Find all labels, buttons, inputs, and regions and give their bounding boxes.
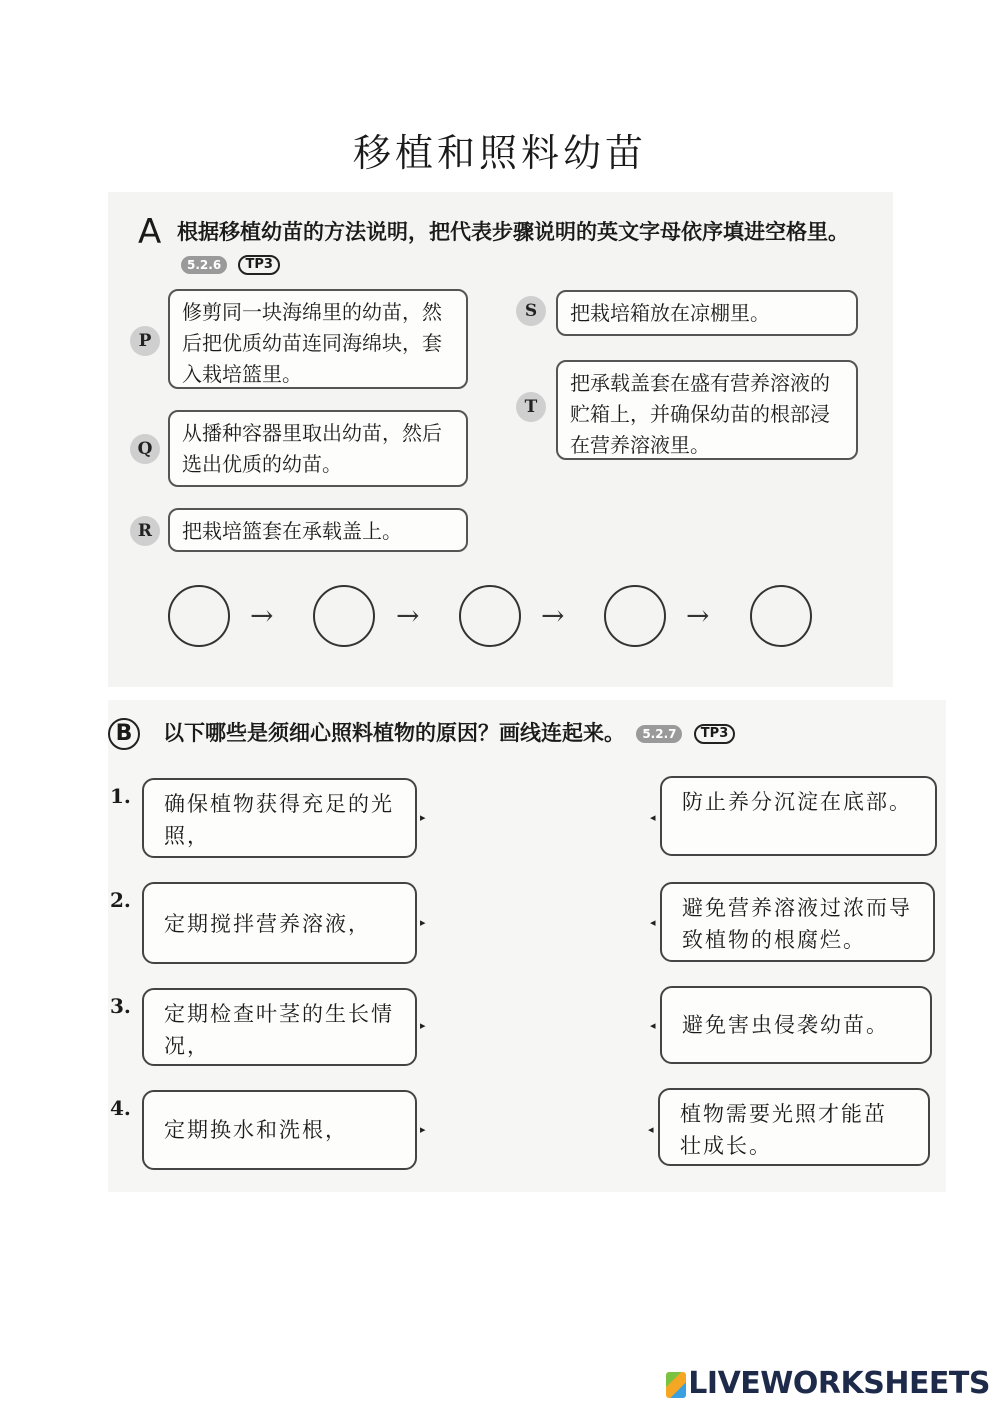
- sequence-arrow: →: [250, 599, 274, 632]
- step-r-label: R: [130, 516, 160, 546]
- section-b-code-badge: 5.2.7: [636, 725, 682, 743]
- sequence-answer-2[interactable]: [313, 585, 375, 647]
- sequence-arrow: →: [541, 599, 565, 632]
- match-dot-left-3[interactable]: ▸: [420, 1019, 426, 1032]
- match-dot-right-4[interactable]: ◂: [648, 1123, 654, 1136]
- section-a-label: A: [138, 212, 162, 252]
- step-s-box: 把栽培箱放在凉棚里。: [556, 290, 858, 336]
- match-dot-left-4[interactable]: ▸: [420, 1123, 426, 1136]
- sequence-answer-3[interactable]: [459, 585, 521, 647]
- item-number: 3.: [110, 994, 131, 1018]
- step-s-label: S: [516, 296, 546, 326]
- match-dot-right-3[interactable]: ◂: [650, 1019, 656, 1032]
- match-dot-right-2[interactable]: ◂: [650, 916, 656, 929]
- brand-logo-icon: [666, 1372, 686, 1398]
- step-t-box: 把承载盖套在盛有营养溶液的贮箱上，并确保幼苗的根部浸在营养溶液里。: [556, 360, 858, 460]
- section-a-code-badge: 5.2.6: [181, 256, 227, 274]
- reason-box-3[interactable]: 避免害虫侵袭幼苗。: [660, 986, 932, 1064]
- reason-box-4[interactable]: 植物需要光照才能茁壮成长。: [658, 1088, 930, 1166]
- reason-box-1[interactable]: 防止养分沉淀在底部。: [660, 776, 937, 856]
- step-q-box: 从播种容器里取出幼苗，然后选出优质的幼苗。: [168, 410, 468, 487]
- step-t-label: T: [516, 392, 546, 422]
- section-b-tp-badge: TP3: [694, 724, 735, 744]
- section-b-instruction-text: 以下哪些是须细心照料植物的原因？画线连起来。: [163, 721, 625, 745]
- sequence-arrow: →: [396, 599, 420, 632]
- sequence-answer-4[interactable]: [604, 585, 666, 647]
- cause-box-3[interactable]: 定期检查叶茎的生长情况，: [142, 988, 417, 1066]
- match-dot-right-1[interactable]: ◂: [650, 811, 656, 824]
- liveworksheets-logo: [666, 1366, 990, 1401]
- page-title: 移植和照料幼苗: [352, 131, 647, 175]
- cause-box-2[interactable]: 定期搅拌营养溶液，: [142, 882, 417, 964]
- cause-box-4[interactable]: 定期换水和洗根，: [142, 1090, 417, 1170]
- section-b-instruction: [163, 717, 735, 749]
- sequence-answer-1[interactable]: [168, 585, 230, 647]
- section-a-instruction-text: 根据移植幼苗的方法说明，把代表步骤说明的英文字母依序填进空格里。: [177, 220, 849, 244]
- step-p-label: P: [130, 326, 160, 356]
- cause-box-1[interactable]: 确保植物获得充足的光照，: [142, 778, 417, 858]
- step-q-label: Q: [130, 434, 160, 464]
- item-number: 2.: [110, 888, 131, 912]
- brand-name: LIVEWORKSHEETS: [688, 1366, 990, 1401]
- step-p-box: 修剪同一块海绵里的幼苗，然后把优质幼苗连同海绵块，套入栽培篮里。: [168, 289, 468, 389]
- sequence-answer-5[interactable]: [750, 585, 812, 647]
- section-b-label: B: [108, 718, 140, 750]
- item-number: 4.: [110, 1096, 131, 1120]
- section-a-tp-badge: TP3: [238, 255, 279, 275]
- step-r-box: 把栽培篮套在承载盖上。: [168, 508, 468, 552]
- item-number: 1.: [110, 784, 131, 808]
- match-dot-left-1[interactable]: ▸: [420, 811, 426, 824]
- section-a-instruction: [177, 216, 867, 280]
- reason-box-2[interactable]: 避免营养溶液过浓而导致植物的根腐烂。: [660, 882, 935, 962]
- match-dot-left-2[interactable]: ▸: [420, 916, 426, 929]
- sequence-arrow: →: [686, 599, 710, 632]
